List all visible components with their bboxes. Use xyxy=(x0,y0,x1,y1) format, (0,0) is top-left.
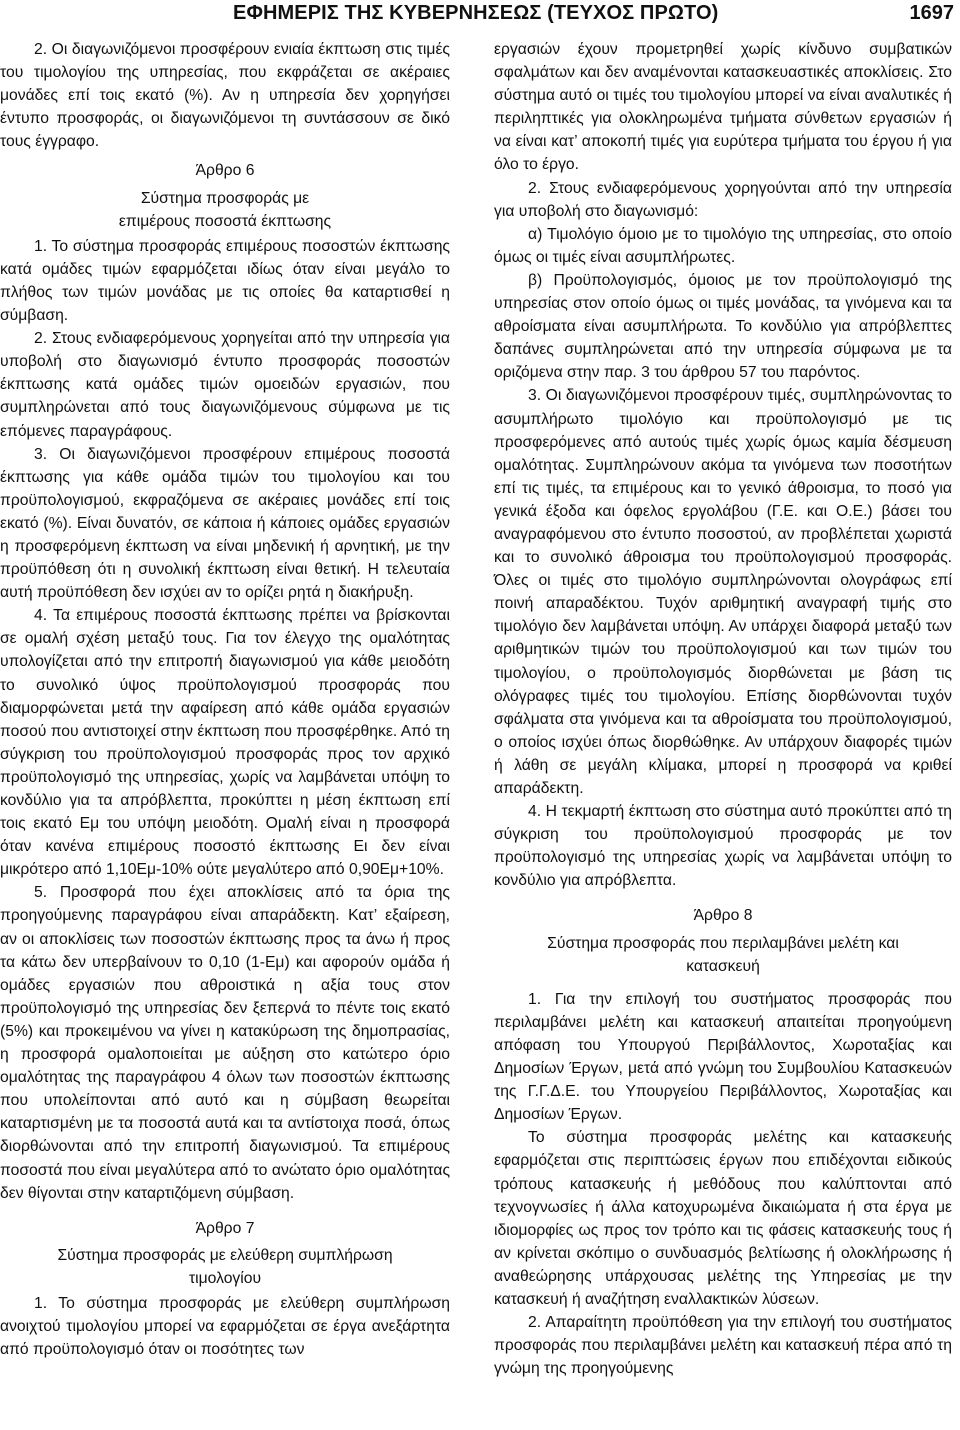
paragraph: β) Προϋπολογισμός, όμοιος με τον προϋπολογισμό της υπηρεσίας στον οποίο όμως οι τιμές μονάδας, τα γινόμενα και τα αθροίσματα είναι ασυμπλήρωτα. Το κονδύλιο για απρόβλεπτες δαπάνες συμπληρώνεται από την υπηρεσία σύμφωνα με τα οριζόμενα στην παρ. 3 του άρθρου 57 του παρόντος. xyxy=(494,271,952,382)
gazette-title: ΕΦΗΜΕΡΙΣ ΤΗΣ ΚΥΒΕΡΝΗΣΕΩΣ (ΤΕΥΧΟΣ ΠΡΩΤΟ) xyxy=(233,2,719,24)
paragraph: 2. Οι διαγωνιζόμενοι προσφέρουν ενιαία έκπτωση στις τιμές του τιμολογίου της υπηρεσίας, που εκφράζεται σε ακέραιες μονάδες επί τοις εκατό (%). Αν η υπηρεσία δεν χορηγήσει έντυπο προσφοράς, οι διαγωνιζόμενοι τη συντάσσουν σε δικό τους έγγραφο. xyxy=(0,41,450,151)
paragraph: 1. Για την επιλογή του συστήματος προσφοράς που περιλαμβάνει μελέτη και κατασκευή απαιτείται προηγούμενη απόφαση του Υπουργού Περιβάλλοντος, Χωροταξίας και Δημοσίων Έργων, μετά από γνώμη του Συμβουλίου Κατασκευών της Γ.Γ.Δ.Ε. του Υπουργείου Περιβάλλοντος, Χωροταξίας και Δημοσίων Έργων. xyxy=(494,990,952,1124)
paragraph: 2. Στους ενδιαφερόμενους χορηγείται από την υπηρεσία για υποβολή στο διαγωνισμό έντυπο προσφοράς ποσοστών έκπτωσης κατά ομάδες τιμών ομοειδών εργασιών, που συμπληρώνεται από τους διαγωνιζόμενους σύμφωνα με τις επόμενες παραγράφους. xyxy=(0,330,450,440)
page-header xyxy=(0,0,960,30)
right-column xyxy=(494,38,952,1380)
article-6-number: Άρθρο 6 xyxy=(195,162,255,180)
article-7-title: Σύστημα προσφοράς με ελεύθερη συμπλήρωση τιμολογίου xyxy=(57,1246,393,1287)
paragraph: 1. Το σύστημα προσφοράς με ελεύθερη συμπλήρωση ανοιχτού τιμολογίου μπορεί να εφαρμόζεται σε έργα ανεξάρτητα από προϋπολογισμό όταν οι ποσότητες των xyxy=(0,1294,450,1359)
paragraph: 5. Προσφορά που έχει αποκλίσεις από τα όρια της προηγούμενης παραγράφου είναι απαράδεκτη. Κατ’ εξαίρεση, αν οι αποκλίσεις των ποσοστών έκπτωσης προς τα άνω ή προς τα κάτω δεν υπερβαίνουν το 0,10 (1-Εμ) και αφορούν ομάδα ή ομάδες εργασιών που αθροιστικά η αξία τους στον προϋπολογισμό της υπηρεσίας δεν ξεπερνά το πέντε τοις εκατό (5%) και προκειμένου να γίνει η κατακύρωση της δημοπρασίας, η προσφορά ομαλοποιείται με αύξηση στο κατώτερο όριο ομαλότητας της παραγράφου 4 όλων των ποσοστών έκπτωσης που υπολείπονται από αυτό και η σύμβαση θεωρείται καταρτισμένη με τα ποσοστά αυτά και τα αντίστοιχα ποσά, όπως διορθώνονται από την επιτροπή διαγωνισμού. Τα επιμέρους ποσοστά που είναι μεγαλύτερα από το ανώτατο όριο ομαλότητας δεν θίγονται στην καταρτιζόμενη σύμβαση. xyxy=(0,884,450,1202)
paragraph: 1. Το σύστημα προσφοράς επιμέρους ποσοστών έκπτωσης κατά ομάδες τιμών εφαρμόζεται ιδίως όταν είναι μεγάλο το πλήθος των τιμών μονάδας με τις οποίες θα καταρτισθεί η σύμβαση. xyxy=(0,237,450,325)
page-number: 1697 xyxy=(909,2,954,24)
paragraph: Το σύστημα προσφοράς μελέτης και κατασκευής εφαρμόζεται στις περιπτώσεις έργων που επιδέχονται ειδικούς τρόπους κατασκευής ή μεθόδους που καλύπτονται από τεχνογνωσίες ή άλλα κατοχυρωμένα δικαιώματα ή στα έργα με ιδιομορφίες ως προς τον τρόπο και τις φάσεις κατασκευής τους ή αν κρίνεται σκόπιμο ο συνδυασμός βελτίωσης ή ολοκλήρωσης ή αναθεώρησης υπάρχουσας μελέτης της Υπηρεσίας με την κατασκευή ή αναζήτηση εναλλακτικών λύσεων. xyxy=(494,1129,952,1308)
paragraph: 2. Απαραίτητη προϋπόθεση για την επιλογή του συστήματος προσφοράς που περιλαμβάνει μελέτη και κατασκευή πέρα από τη γνώμη της προηγούμενης xyxy=(494,1314,952,1378)
paragraph: 4. Η τεκμαρτή έκπτωση στο σύστημα αυτό προκύπτει από τη σύγκριση του προϋπολογισμού προσφοράς με τον προϋπολογισμό της υπηρεσίας χωρίς να λαμβάνεται υπόψη το κονδύλιο για απρόβλεπτα. xyxy=(494,803,952,890)
paragraph: 4. Τα επιμέρους ποσοστά έκπτωσης πρέπει να βρίσκονται σε ομαλή σχέση μεταξύ τους. Για τον έλεγχο της ομαλότητας υπολογίζεται από την επιτροπή διαγωνισμού για κάθε μειοδότη το συνολικό ύψος προϋπολογισμού προσφοράς που διαμορφώνεται μετά την αφαίρεση από κάθε ομάδα εργασιών ποσού που αντιστοιχεί στην έκπτωση που προσφέρθηκε. Από τη σύγκριση του προϋπολογισμού προσφοράς προς τον αρχικό προϋπολογισμό της υπηρεσίας, χωρίς να λαμβάνεται υπόψη το κονδύλιο για τα απρόβλεπτα, προκύπτει η μέση έκπτωση επί τοις εκατό Εμ του υπόψη μειοδότη. Ομαλή είναι η προσφορά όταν κανένα επιμέρους ποσοστό έκπτωσης Ει δεν είναι μικρότερο από 1,10Εμ-10% ούτε μεγαλύτερο από 0,90Εμ+10%. xyxy=(0,607,450,879)
article-6-title: Σύστημα προσφοράς με επιμέρους ποσοστά έκπτωσης xyxy=(118,189,332,230)
paragraph: 3. Οι διαγωνιζόμενοι προσφέρουν επιμέρους ποσοστά έκπτωσης για κάθε ομάδα τιμών του τιμολογίου και του προϋπολογισμού, εκφραζόμενα σε ακέραιες μονάδες επί τοις εκατό (%). Είναι δυνατόν, σε κάποια ή κάποιες ομάδες εργασιών η προσφερόμενη έκπτωση να είναι μηδενική ή αρνητική, με την προϋπόθεση ότι η συνολική έκπτωση είναι θετική. Η τελευταία αυτή προϋπόθεση δεν ισχύει αν το ορίζει ρητά η διακήρυξη. xyxy=(0,445,450,602)
article-7-number: Άρθρο 7 xyxy=(195,1219,255,1237)
article-8-number: Άρθρο 8 xyxy=(693,907,753,925)
paragraph: 3. Οι διαγωνιζόμενοι προσφέρουν τιμές, συμπληρώνοντας το ασυμπλήρωτο τιμολόγιο και προϋπολογισμό με τις προσφερόμενες από αυτούς τιμές χωρίς όμως καμία δέσμευση ομαλότητας. Συμπληρώνουν ακόμα τα γινόμενα των ποσοτήτων επί τις τιμές, τα επιμέρους και το γενικό άθροισμα, το ποσό για γενικά έξοδα και όφελος εργολάβου (Γ.Ε. και Ο.Ε.) βάσει του αναγραφόμενου στο έντυπο ποσοστού, αν προβλέπεται χωριστά και το συνολικό άθροισμα του προϋπολογισμού προσφοράς. Όλες οι τιμές στο τιμολόγιο συμπληρώνονται ολογράφως επί ποινή απαραδέκτου. Τυχόν αριθμητική αναγραφή τιμής στο τιμολόγιο δεν λαμβάνεται υπόψη. Αν υπάρχει διαφορά μεταξύ των αριθμητικών τιμών του προϋπολογισμού και των τιμών του τιμολογίου, ο προϋπολογισμός διορθώνεται με βάση τις ολόγραφες τιμές του τιμολογίου. Επίσης διορθώνονται τυχόν σφάλματα στα γινόμενα και τα αθροίσματα του προϋπολογισμού, ο οποίος ισχύει όπως διορθώθηκε. Αν υπάρχουν διαφορές τιμών ή λάθη σε μεγάλη κλίμακα, μπορεί η προσφορά να κριθεί απαράδεκτη. xyxy=(494,387,952,797)
paragraph: α) Τιμολόγιο όμοιο με το τιμολόγιο της υπηρεσίας, στο οποίο όμως οι τιμές είναι ασυμπλήρωτες. xyxy=(494,225,952,266)
paragraph: εργασιών έχουν προμετρηθεί χωρίς κίνδυνο συμβατικών σφαλμάτων και δεν αναμένονται κατασκευαστικές αποκλίσεις. Στο σύστημα αυτό οι τιμές του τιμολογίου μπορεί να είναι αναλυτικές ή περιληπτικές για ολοκληρωμένα τμήματα σύνθετων εργασιών ή να είναι κατ’ αποκοπή τιμές για ευρύτερα τμήματα του έργου ή για όλο το έργο. xyxy=(494,41,952,174)
article-8-title: Σύστημα προσφοράς που περιλαμβάνει μελέτη και κατασκευή xyxy=(547,934,899,975)
paragraph: 2. Στους ενδιαφερόμενους χορηγούνται από την υπηρεσία για υποβολή στο διαγωνισμό: xyxy=(494,179,952,220)
left-column xyxy=(0,38,450,1361)
